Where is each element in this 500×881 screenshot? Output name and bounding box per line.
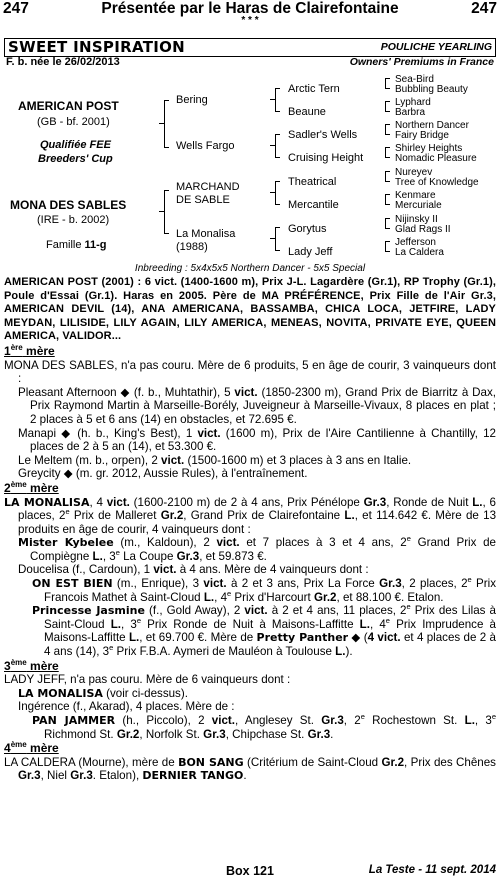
g4-12: Mercuriale bbox=[395, 200, 442, 211]
bracket-g2 bbox=[275, 88, 280, 112]
g4-4: Barbra bbox=[395, 107, 426, 118]
dam-info: (IRE - b. 2002) bbox=[37, 214, 110, 226]
bracket-g3 bbox=[385, 101, 390, 112]
produce-entry: ON EST BIEN (m., Enrique), 3 vict. à 2 et 3 ans, Prix La Force Gr.3, 2 places, 2e Prix Francois Mathet à Saint-Cloud L., 4e Prix d'Harcourt Gr.2, et 88.100 €. Etalon. bbox=[32, 575, 497, 604]
horse-type: POULICHE YEARLING bbox=[380, 41, 492, 53]
g4-15: Jefferson bbox=[395, 237, 436, 248]
g4-3: Lyphard bbox=[395, 97, 431, 108]
bracket-sire bbox=[164, 100, 169, 148]
g3-2: Beaune bbox=[288, 106, 326, 118]
third-dam-intro: LADY JEFF, n'a pas couru. Mère de 6 vainqueurs dont : bbox=[4, 673, 291, 687]
bracket-g2 bbox=[275, 181, 280, 205]
header-stars: * * * bbox=[241, 15, 259, 26]
lot-number-right: 247 bbox=[471, 0, 497, 17]
sire-dam: Wells Fargo bbox=[176, 140, 235, 152]
page-title: Présentée par le Haras de Clairefontaine bbox=[101, 0, 399, 17]
pedigree-table bbox=[0, 70, 500, 270]
g4-2: Bubbling Beauty bbox=[395, 84, 468, 95]
second-dam-intro: LA MONALISA, 4 vict. (1600-2100 m) de 2 à 4 ans, Prix Pénélope Gr.3, Ronde de Nuit L., 6 places, 2e Prix de Malleret Gr.2, Grand Prix de Clairefontaine L., et 114.642 €. Mère de 13 produits en âge de courir, 4 vainqueurs dont : bbox=[4, 495, 497, 536]
produce-entry: Mister Kybelee (m., Kaldoun), 2 vict. et 7 places à 3 et 4 ans, 2e Grand Prix de Compiègne L., 3e La Coupe Gr.3, et 59.873 €. bbox=[18, 534, 496, 563]
produce-entry: Greycity ◆ (m. gr. 2012, Aussie Rules), à l'entraînement. bbox=[18, 467, 308, 481]
sale-date: La Teste - 11 sept. 2014 bbox=[368, 864, 496, 876]
bracket-g2 bbox=[275, 134, 280, 158]
g4-8: Nomadic Pleasure bbox=[395, 153, 477, 164]
bracket-g2 bbox=[275, 227, 280, 251]
bracket-g3 bbox=[385, 78, 390, 89]
dam-dam-year: (1988) bbox=[176, 241, 208, 253]
g4-7: Shirley Heights bbox=[395, 143, 463, 154]
produce-entry: Princesse Jasmine (f., Gold Away), 2 vict. à 2 et 4 ans, 11 places, 2e Prix des Lilas à Saint-Cloud L., 3e Prix Ronde de Nuit à Maisons-Laffitte L., 4e Prix Imprudence à Maisons-Laffitte L., et 69.700 €. Mère de Pretty Panther ◆ (4 vict. et 4 places de 2 à 4 ans (14), 3e Prix F.B.A. Aymeri de Mauléon à Toulouse L.). bbox=[32, 602, 497, 659]
g4-10: Tree of Knowledge bbox=[395, 177, 479, 188]
bracket-g3 bbox=[385, 194, 390, 205]
dam-sire-line2: DE SABLE bbox=[176, 194, 230, 206]
sire-sire: Bering bbox=[176, 94, 208, 106]
g4-13: Nijinsky II bbox=[395, 214, 438, 225]
bracket-tick bbox=[159, 123, 164, 124]
section-third-dam: 3ème mère bbox=[4, 657, 59, 673]
g3-3: Sadler's Wells bbox=[288, 129, 358, 141]
g4-14: Glad Rags II bbox=[395, 224, 451, 235]
page-footer bbox=[0, 864, 500, 880]
sire-name: AMERICAN POST bbox=[18, 99, 119, 113]
g4-5: Northern Dancer bbox=[395, 120, 469, 131]
dam-family: Famille 11-g bbox=[46, 239, 107, 251]
inbreeding-note: Inbreeding : 5x4x5x5 Northern Dancer - 5x5 Special bbox=[134, 263, 366, 274]
section-first-dam: 1ère mère bbox=[4, 342, 55, 358]
sire-paragraph: AMERICAN POST (2001) : 6 vict. (1400-1600 m), Prix J-L. Lagardère (Gr.1), RP Trophy (Gr.1), Poule d'Essai (Gr.1). Haras en 2005. Père de MA PRÉFÉRENCE, Prix Fille de l'Air Gr.3, AMERICAN DEVIL (14), ANA AMERICANA, BASSAMBA, CHICA LOCA, JETFIRE, LADY MEYDAN, LILISIDE, LILY AGAIN, LILY AMERICA, MENEAS, NOVITA, PRIVATE EYE, QUEEN AMERICA, VALIDOR... bbox=[4, 276, 496, 343]
produce-entry: LA MONALISA (voir ci-dessus). bbox=[18, 686, 188, 700]
fourth-dam-intro: LA CALDERA (Mourne), mère de BON SANG (Critérium de Saint-Cloud Gr.2, Prix des Chênes Gr.3, Niel Gr.3. Etalon), DERNIER TANGO. bbox=[4, 755, 496, 783]
g4-16: La Caldera bbox=[395, 247, 444, 258]
g3-7: Gorytus bbox=[288, 223, 327, 235]
g4-9: Nureyev bbox=[395, 167, 433, 178]
section-fourth-dam: 4ème mère bbox=[4, 740, 59, 756]
dam-dam: La Monalisa bbox=[176, 228, 236, 240]
g3-6: Mercantile bbox=[288, 199, 339, 211]
dam-name: MONA DES SABLES bbox=[10, 198, 127, 212]
g3-4: Cruising Height bbox=[288, 152, 364, 164]
lot-number-left: 247 bbox=[3, 0, 29, 17]
produce-entry: Le Meltem (m. b., orpen), 2 vict. (1500-1600 m) et 3 places à 3 ans en Italie. bbox=[18, 453, 412, 467]
owners-premiums: Owners' Premiums in France bbox=[349, 56, 494, 68]
g4-11: Kenmare bbox=[395, 190, 436, 201]
sire-info: (GB - bf. 2001) bbox=[37, 116, 110, 128]
bracket-tick bbox=[159, 211, 164, 212]
bracket-g3 bbox=[385, 171, 390, 182]
sire-note-2: Breeders' Cup bbox=[38, 153, 113, 165]
produce-entry: Ingérence (f., Akarad), 4 places. Mère de : bbox=[18, 700, 235, 714]
birth-info: F. b. née le 26/02/2013 bbox=[6, 56, 120, 68]
produce-entry: Manapi ◆ (h. b., King's Best), 1 vict. (1600 m), Prix de l'Aire Cantilienne à Chantilly, 12 places de 2 à 5 an (14), et 53.300 €. bbox=[18, 426, 496, 454]
catalogue-body bbox=[4, 276, 496, 783]
dam-sire-line1: MARCHAND bbox=[176, 181, 240, 193]
box-number: Box 121 bbox=[226, 864, 274, 878]
produce-entry: Doucelisa (f., Cardoun), 1 vict. à 4 ans. Mère de 4 vainqueurs dont : bbox=[18, 563, 369, 577]
g4-6: Fairy Bridge bbox=[395, 130, 449, 141]
g4-1: Sea-Bird bbox=[395, 74, 434, 85]
bracket-g3 bbox=[385, 241, 390, 252]
sire-note-1: Qualifiée FEE bbox=[40, 139, 111, 151]
bracket-g3 bbox=[385, 147, 390, 158]
bracket-g3 bbox=[385, 124, 390, 135]
g3-5: Theatrical bbox=[288, 176, 337, 188]
section-second-dam: 2ème mère bbox=[4, 479, 59, 495]
horse-name-box bbox=[4, 38, 496, 57]
produce-entry: Pleasant Afternoon ◆ (f. b., Muhtathir), 5 vict. (1850-2300 m), Grand Prix de Biarritz à Dax, Prix Raymond Martin à Marseille-Borély, Juveigneur à Marseille-Vivaux, 8 places en plat ; 2 places à 5 et 6 ans (14) en obstacles, et 72.695 €. bbox=[18, 385, 496, 426]
bracket-tick bbox=[270, 145, 275, 146]
bracket-tick bbox=[270, 192, 275, 193]
bracket-tick bbox=[270, 99, 275, 100]
bracket-g3 bbox=[385, 218, 390, 229]
produce-entry: PAN JAMMER (h., Piccolo), 2 vict., Anglesey St. Gr.3, 2e Rochestown St. L., 3e Richmond St. Gr.2, Norfolk St. Gr.3, Chipchase St. Gr.3. bbox=[32, 712, 497, 741]
g3-1: Arctic Tern bbox=[288, 83, 340, 95]
first-dam-intro: MONA DES SABLES, n'a pas couru. Mère de 6 produits, 5 en âge de courir, 3 vainqueurs dont : bbox=[4, 358, 496, 386]
bracket-tick bbox=[270, 238, 275, 239]
g3-8: Lady Jeff bbox=[288, 246, 333, 258]
bracket-dam bbox=[164, 190, 169, 234]
horse-name: SWEET INSPIRATION bbox=[8, 38, 186, 56]
